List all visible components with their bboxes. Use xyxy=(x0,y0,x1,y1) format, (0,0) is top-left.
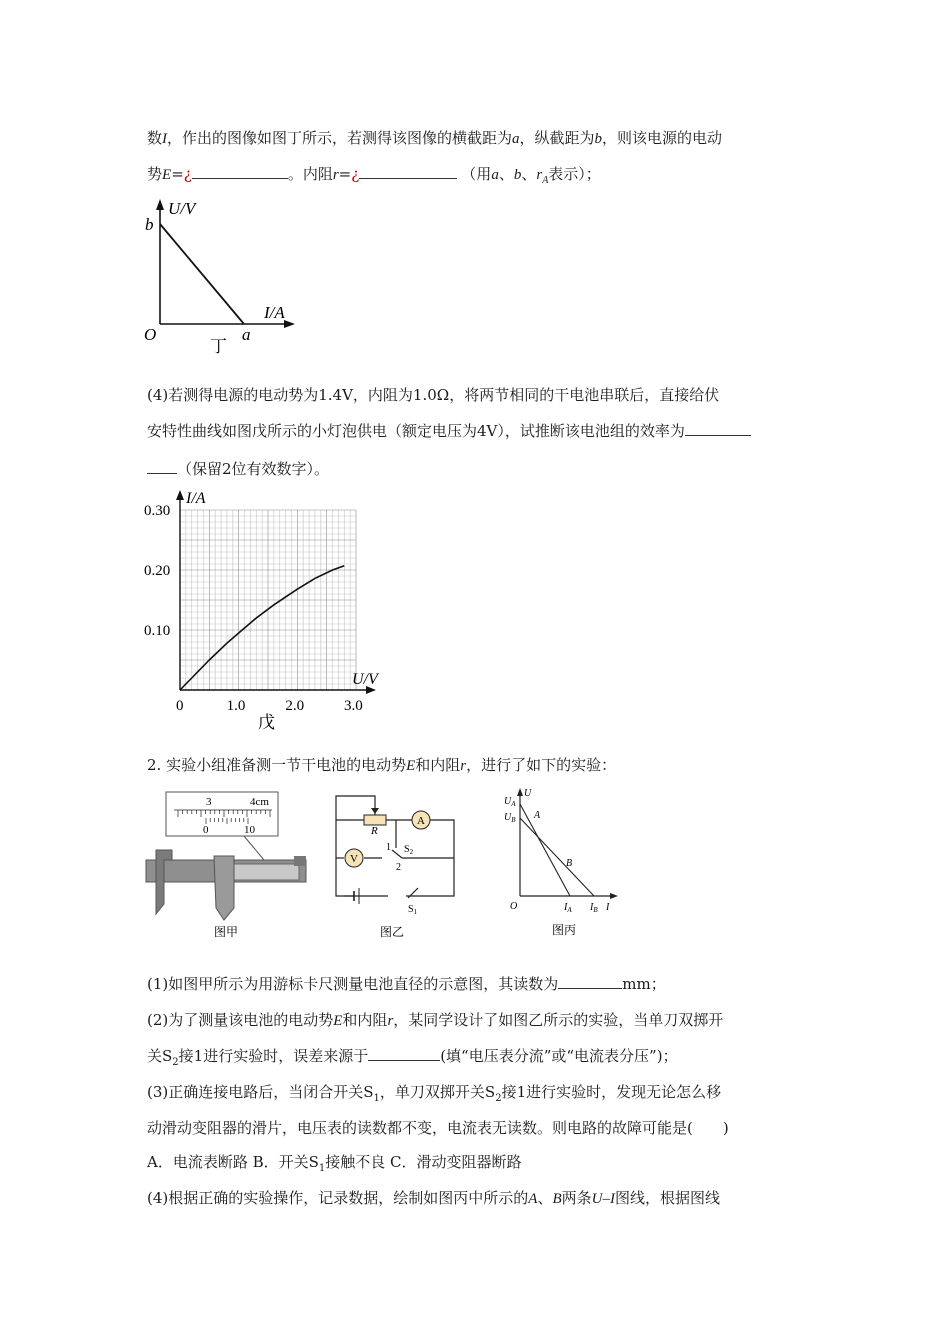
chart-caption: 戊 xyxy=(258,713,275,732)
svg-text:UB: $U_B$ xyxy=(504,812,516,824)
jia-caption: 图甲 xyxy=(214,925,239,939)
figure-ding xyxy=(140,196,310,356)
p1-line2: 势E=¿ 。内阻r=¿ （用a、b、$r_A$表示）； xyxy=(147,165,601,186)
q2-s3-line1: (3)正确连接电路后，当闭合开关$S_1$，单刀双掷开关$S_2$接1进行实验时，发现无论怎么移 xyxy=(147,1083,722,1104)
x-tick-label: 0 xyxy=(176,698,184,714)
ding-caption: 丁 xyxy=(210,337,227,356)
figure-bing-ui-lines xyxy=(500,784,630,940)
y-axis-label: I/A xyxy=(186,490,206,507)
svg-text:3: 3 xyxy=(206,796,212,808)
svg-text:A: A xyxy=(417,815,425,827)
y-tick-label: 0.30 xyxy=(144,503,171,519)
figure-yi-circuit xyxy=(330,788,470,940)
rheostat-R xyxy=(364,815,386,825)
svg-text:IA: $I_A$ xyxy=(564,902,572,914)
svg-text:S2: $S_2$ xyxy=(404,844,414,856)
ding-x-intercept: a xyxy=(242,325,251,344)
x-tick-label: 3.0 xyxy=(344,698,363,714)
ding-x-label: I/A xyxy=(264,303,285,322)
y-tick-label: 0.10 xyxy=(144,623,171,639)
bing-caption: 图丙 xyxy=(552,923,577,937)
svg-text:UA: $U_A$ xyxy=(504,796,516,808)
answer-blank-error-source[interactable] xyxy=(368,1046,440,1061)
q2-intro: 2. 实验小组准备测一节干电池的电动势E和内阻r，进行了如下的实验： xyxy=(147,756,617,774)
svg-text:4cm: 4cm xyxy=(250,796,269,808)
svg-text:R: R xyxy=(371,825,378,837)
p4-line1: (4)若测得电源的电动势为1.4V，内阻为1.0Ω，将两节相同的干电池串联后，直接给伏 xyxy=(147,386,720,404)
ding-origin: O xyxy=(144,325,157,344)
figure-jia-caliper xyxy=(144,788,319,940)
q2-s3-options: A．电流表断路 B．开关$S_1$接触不良 C．滑动变阻器断路 xyxy=(147,1153,522,1174)
x-tick-label: 2.0 xyxy=(285,698,305,714)
svg-text:IB: $I_B$ xyxy=(590,902,598,914)
yi-caption: 图乙 xyxy=(380,925,405,939)
answer-blank-E[interactable] xyxy=(192,164,288,179)
ding-y-intercept: b xyxy=(145,215,154,234)
q2-s4: (4)根据正确的实验操作，记录数据，绘制如图丙中所示的A、B两条U–I图线，根据图线 xyxy=(147,1189,720,1207)
q2-s1: (1)如图甲所示为用游标卡尺测量电池直径的示意图，其读数为 mm； xyxy=(147,975,666,993)
svg-text:0: 0 xyxy=(203,824,209,836)
svg-text:S1: $S_1$ xyxy=(408,904,418,916)
p4-line3: （保留2位有效数字）。 xyxy=(147,459,329,479)
svg-text:1: 1 xyxy=(386,842,391,853)
svg-text:10: 10 xyxy=(244,824,255,836)
svg-text:U: U xyxy=(524,788,532,799)
chart-wu xyxy=(140,485,400,735)
p1-line1: 数I，作出的图像如图丁所示，若测得该图像的横截距为a，纵截距为b，则该电源的电动 xyxy=(147,129,723,147)
q2-s2-line2: 关$S_2$接1进行实验时，误差来源于 (填“电压表分流”或“电流表分压”)； xyxy=(147,1047,678,1068)
x-axis-label: U/V xyxy=(352,671,378,688)
line-B xyxy=(520,818,594,896)
y-tick-label: 0.20 xyxy=(144,563,171,579)
svg-text:B: B xyxy=(566,858,573,869)
svg-text:V: V xyxy=(350,853,358,865)
y-axis-arrow xyxy=(176,490,184,500)
ding-y-label: U/V xyxy=(168,199,196,218)
svg-text:O: O xyxy=(510,901,518,912)
x-tick-label: 1.0 xyxy=(226,698,246,714)
answer-blank-efficiency-1[interactable] xyxy=(685,421,751,436)
answer-blank-efficiency-2[interactable] xyxy=(147,459,177,474)
line-A xyxy=(520,804,573,896)
svg-text:I: I xyxy=(606,902,610,913)
ding-line xyxy=(160,224,244,324)
caliper-jaw-right xyxy=(214,856,234,920)
q2-s2-line1: (2)为了测量该电池的电动势E和内阻r，某同学设计了如图乙所示的实验，当单刀双掷开 xyxy=(147,1011,724,1029)
svg-text:2: 2 xyxy=(396,862,401,873)
svg-text:A: A xyxy=(534,810,541,821)
q2-s3-line2: 动滑动变阻器的滑片，电压表的读数都不变，电流表无读数。则电路的故障可能是( ) xyxy=(147,1119,729,1137)
answer-blank-r[interactable] xyxy=(359,164,457,179)
p4-line2: 安特性曲线如图戊所示的小灯泡供电（额定电压为4V），试推断该电池组的效率为 xyxy=(147,421,751,441)
answer-blank-reading[interactable] xyxy=(558,974,622,989)
